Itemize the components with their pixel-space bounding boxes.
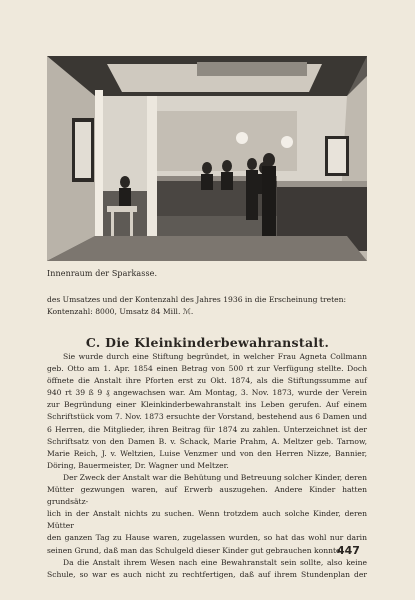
text-line: Mütter gezwungen waren, auf Erwerb auszugehen. Andere Kinder hatten grundsätz- — [47, 485, 367, 507]
text-line: lich in der Anstalt nichts zu suchen. Wenn trotzdem auch solche Kinder, deren Mütter — [47, 509, 367, 531]
text-line: seinen Grund, daß man das Schulgeld dieser Kinder gut gebrauchen konnte. — [47, 545, 343, 555]
text-line: Marie Reich, J. v. Weltzien, Luise Venzmer und von den Herren Nizze, Bannier, — [47, 448, 367, 458]
bank-interior-photo — [47, 56, 367, 261]
lead-paragraph — [47, 294, 367, 317]
text-line: zur Begründung einer Kleinkinderbewahranstalt ins Leben gerufen. Auf einem — [47, 400, 367, 410]
text-line: Der Zweck der Anstalt war die Behütung und Betreuung solcher Kinder, deren — [63, 472, 367, 482]
text-line: Kontenzahl: 8000, Umsatz 84 Mill. ℳ. — [47, 306, 194, 316]
body-text — [47, 351, 367, 581]
text-line: Da die Anstalt ihrem Wesen nach eine Bewahranstalt sein sollte, also keine — [63, 557, 367, 567]
text-line: öffnete die Anstalt ihre Pforten erst zu Okt. 1874, als die Stiftungssumme auf — [47, 376, 367, 386]
text-line: Schule, so war es auch nicht zu rechtfertigen, daß auf ihrem Stundenplan der — [47, 569, 367, 579]
text-line: 940 rt 39 ß 9 ₰ angewachsen war. Am Montag, 3. Nov. 1873, wurde der Verein — [47, 388, 367, 398]
page-number: 447 — [337, 544, 360, 557]
text-line: den ganzen Tag zu Hause waren, zugelassen wurden, so hat das wohl nur darin — [47, 533, 367, 543]
section-heading: C. Die Kleinkinderbewahranstalt. — [85, 335, 330, 350]
text-line: des Umsatzes und der Kontenzahl des Jahres 1936 in die Erscheinung treten: — [47, 295, 347, 304]
text-line: Schriftsatz von den Damen B. v. Schack, Marie Prahm, A. Meltzer geb. Tarnow, — [47, 436, 367, 446]
text-line: Schriftstück vom 7. Nov. 1873 ersuchte der Vorstand, bestehend aus 6 Damen und — [47, 412, 367, 422]
text-line: Döring, Bauermeister, Dr. Wagner und Meltzer. — [47, 460, 229, 470]
text-line: geb. Otto am 1. Apr. 1854 einen Betrag von 500 rt zur Verfügung stellte. Doch — [47, 364, 367, 374]
text-line: Sie wurde durch eine Stiftung begründet, in welcher Frau Agneta Collmann — [63, 352, 367, 361]
text-line: 6 Herren, die Mitglieder, ihren Beitrag für 1874 zu zahlen. Unterzeichnet ist der — [47, 424, 367, 434]
photo-caption: Innenraum der Sparkasse. — [47, 269, 158, 278]
